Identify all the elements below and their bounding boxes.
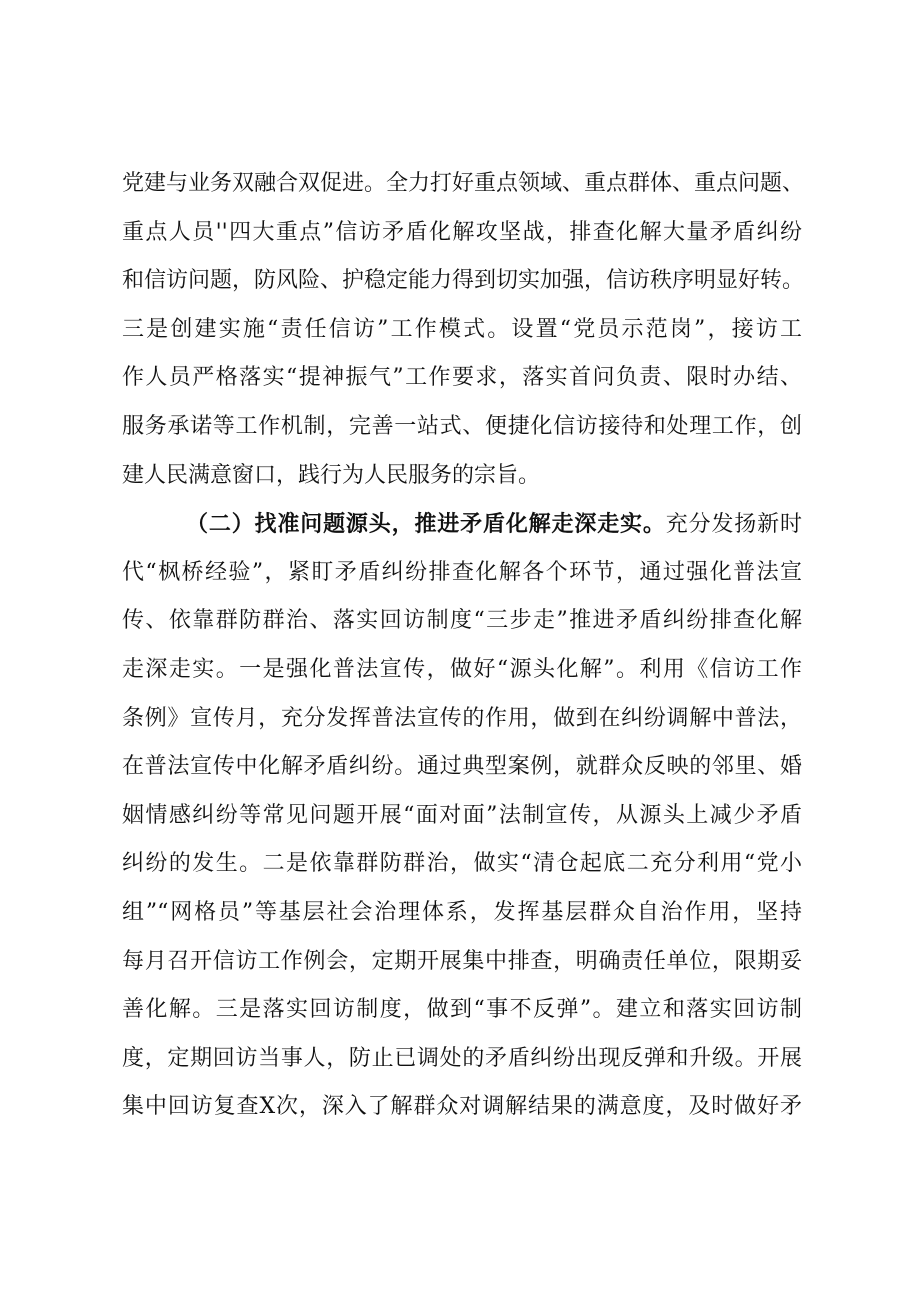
text-line: 三是创建实施“责任信访”工作模式。设置“党员示范岗”，接访工	[122, 316, 802, 342]
document-body	[122, 160, 805, 1132]
text-line: 代“枫桥经验”，紧盯矛盾纠纷排查化解各个环节，通过强化普法宣	[122, 559, 802, 585]
text-line: 和信访问题，防风险、护稳定能力得到切实加强，信访秩序明显好转。	[122, 268, 805, 294]
text-line: 集中回访复查X次，深入了解群众对调解结果的满意度，及时做好矛	[122, 1094, 802, 1120]
text-line: 走深走实。一是强化普法宣传，做好“源头化解”。利用《信访工作	[122, 656, 802, 682]
text-line: 重点人员''四大重点”信访矛盾化解攻坚战，排查化解大量矛盾纠纷	[122, 219, 802, 245]
text-line: 在普法宣传中化解矛盾纠纷。通过典型案例，就群众反映的邻里、婚	[122, 754, 802, 780]
text-line: 纠纷的发生。二是依靠群防群治，做实“清仓起底二充分利用“党小	[122, 851, 802, 877]
text-line: 组”“网格员”等基层社会治理体系，发挥基层群众自治作用，坚持	[122, 899, 802, 925]
text-line: 度，定期回访当事人，防止已调处的矛盾纠纷出现反弹和升级。开展	[122, 1045, 802, 1071]
paragraph-section-one-tail	[122, 160, 805, 500]
text-line: 建人民满意窗口，践行为人民服务的宗旨。	[122, 462, 541, 488]
section-heading-line	[122, 500, 802, 549]
text-line: 每月召开信访工作例会，定期开展集中排查，明确责任单位，限期妥	[122, 948, 802, 974]
text-line: 条例》宣传月，充分发挥普法宣传的作用，做到在纠纷调解中普法，	[122, 705, 802, 731]
text-line: 姻情感纠纷等常见问题开展“面对面”法制宣传，从源头上减少矛盾	[122, 802, 802, 828]
text-line: 党建与业务双融合双促进。全力打好重点领域、重点群体、重点问题、	[122, 171, 805, 196]
text-line-rest: 充分发扬新时	[665, 512, 802, 538]
text-line: 作人员严格落实“提神振气”工作要求，落实首问负责、限时办结、	[122, 365, 802, 391]
paragraph-section-two	[122, 500, 802, 1132]
text-line: 善化解。三是落实回访制度，做到“事不反弹”。建立和落实回访制	[122, 997, 802, 1023]
section-heading: （二）找准问题源头，推进矛盾化解走深走实。	[186, 511, 666, 538]
text-line: 传、依靠群防群治、落实回访制度“三步走”推进矛盾纠纷排查化解	[122, 608, 802, 634]
text-line: 服务承诺等工作机制，完善一站式、便捷化信访接待和处理工作，创	[122, 413, 802, 439]
